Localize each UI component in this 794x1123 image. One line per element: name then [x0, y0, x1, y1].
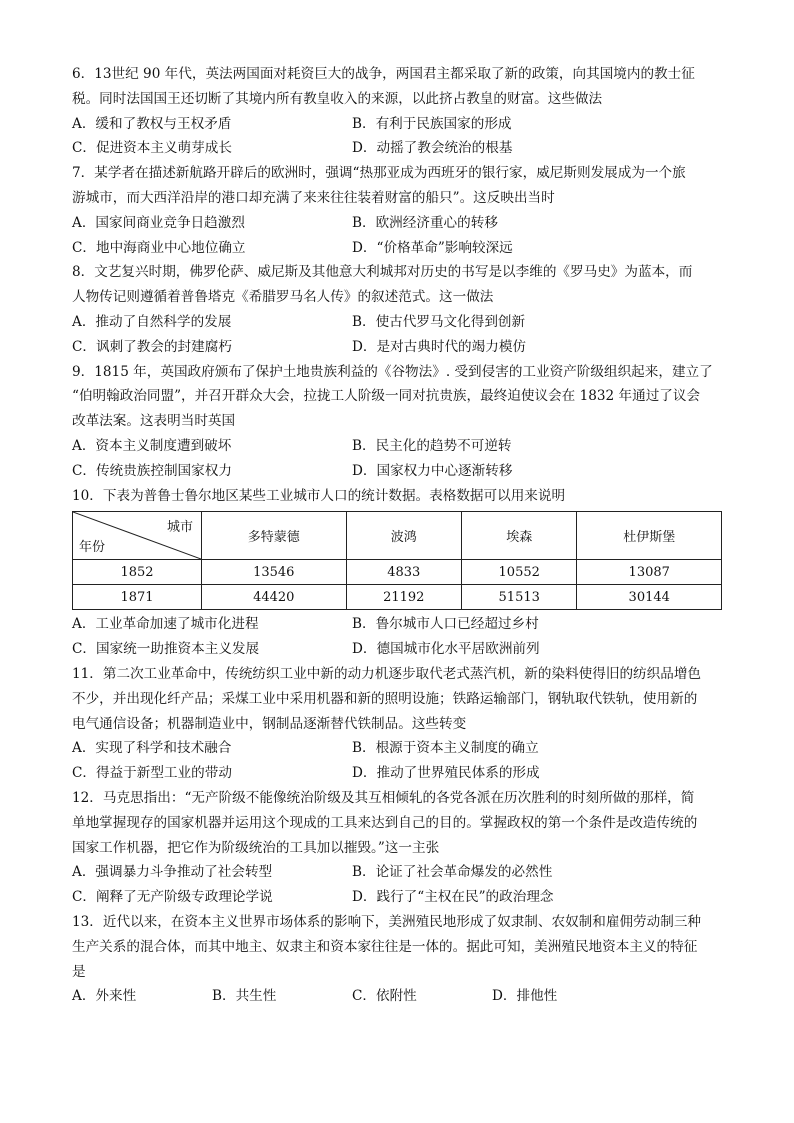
table-cell: 13087 [577, 560, 722, 585]
option-a: A．实现了科学和技术融合 [72, 740, 232, 757]
option-a: A．工业革命加速了城市化进程 [72, 616, 259, 633]
option-a: A．外来性 [72, 988, 137, 1005]
question-12 [72, 786, 724, 910]
question-text: 11．第二次工业革命中，传统纺织工业中新的动力机逐步取代老式蒸汽机，新的染料使得旧的纺织品增色 [72, 665, 702, 682]
column-header: 波鸿 [346, 512, 461, 560]
question-7 [72, 161, 724, 260]
option-d: D．国家权力中心逐渐转移 [352, 462, 513, 479]
question-text: 12．马克思指出：“无产阶级不能像统治阶级及其互相倾轧的各党各派在历次胜利的时刻所做的那样，简 [72, 789, 695, 806]
question-10 [72, 484, 724, 662]
option-d: D．动摇了教会统治的根基 [352, 140, 513, 157]
option-a: A．缓和了教权与王权矛盾 [72, 115, 232, 132]
question-text: 生产关系的混合体，而其中地主、奴隶主和资本家往往是一体的。据此可知，美洲殖民地资本主义的特征 [72, 938, 698, 955]
table-cell: 10552 [461, 560, 576, 585]
question-11 [72, 662, 724, 786]
table-cell: 21192 [346, 585, 461, 610]
question-text: 9．1815 年，英国政府颁布了保护土地贵族利益的《谷物法》. 受到侵害的工业资产阶级组织起来，建立了 [72, 363, 713, 380]
option-b: B．使古代罗马文化得到创新 [352, 313, 526, 330]
question-text: 是 [72, 963, 86, 980]
question-text: 国家工作机器，把它作为阶级统治的工具加以摧毁。”这一主张 [72, 839, 440, 856]
question-8 [72, 260, 724, 359]
option-d: D．“价格革命”影响较深远 [352, 239, 513, 256]
question-text: 10．下表为普鲁士鲁尔地区某些工业城市人口的统计数据。表格数据可以用来说明 [72, 487, 566, 504]
question-text: 6．13世纪 90 年代，英法两国面对耗资巨大的战争，两国君主都采取了新的政策，向其国境内的教士征 [72, 66, 695, 82]
option-a: A．推动了自然科学的发展 [72, 313, 232, 330]
option-c: C．依附性 [352, 988, 417, 1005]
option-b: B．论证了社会革命爆发的必然性 [352, 864, 553, 881]
option-c: C．得益于新型工业的带动 [72, 765, 232, 782]
table-row [73, 560, 722, 585]
question-text: 不少，并出现化纤产品；采煤工业中采用机器和新的照明设施；铁路运输部门，钢轨取代铁轨，使用新的 [72, 690, 698, 707]
option-b: B．鲁尔城市人口已经超过乡村 [352, 616, 539, 633]
option-c: C．促进资本主义萌芽成长 [72, 140, 232, 157]
corner-label-city: 城市 [166, 520, 193, 536]
population-table [72, 511, 722, 610]
option-b: B．共生性 [212, 988, 277, 1005]
question-text: 人物传记则遵循着普鲁塔克《希腊罗马名人传》的叙述范式。这一做法 [72, 289, 494, 306]
question-9 [72, 360, 724, 484]
option-a: A．国家间商业竞争日趋激烈 [72, 214, 245, 231]
question-13 [72, 910, 724, 1009]
table-cell: 51513 [461, 585, 576, 610]
column-header: 杜伊斯堡 [577, 512, 722, 560]
option-b: B．欧洲经济重心的转移 [352, 214, 498, 231]
column-header: 埃森 [461, 512, 576, 560]
table-cell: 44420 [202, 585, 347, 610]
column-header: 多特蒙德 [202, 512, 347, 560]
question-6 [72, 62, 724, 161]
table-cell: 30144 [577, 585, 722, 610]
exam-page [72, 62, 724, 1009]
question-text: 单地掌握现存的国家机器并运用这个现成的工具来达到自己的目的。掌握政权的第一个条件是改造传统的 [72, 814, 698, 831]
table-header-row [73, 512, 722, 560]
option-c: C．地中海商业中心地位确立 [72, 239, 246, 256]
table-cell: 13546 [202, 560, 347, 585]
option-d: D．排他性 [492, 988, 558, 1005]
option-d: D．德国城市化水平居欧洲前列 [352, 641, 540, 658]
option-b: B．有利于民族国家的形成 [352, 115, 512, 132]
question-text: 13．近代以来，在资本主义世界市场体系的影响下，美洲殖民地形成了奴隶制、农奴制和雇佣劳动制三种 [72, 913, 702, 930]
option-a: A．资本主义制度遭到破坏 [72, 437, 232, 454]
option-b: B．民主化的趋势不可逆转 [352, 437, 512, 454]
option-a: A．强调暴力斗争推动了社会转型 [72, 864, 273, 881]
row-year: 1852 [73, 560, 202, 585]
option-c: C．国家统一助推资本主义发展 [72, 641, 260, 658]
corner-label-year: 年份 [79, 540, 106, 556]
option-d: D．是对古典时代的竭力模仿 [352, 338, 527, 355]
question-text: 改革法案。这表明当时英国 [72, 413, 236, 430]
question-text: 8．文艺复兴时期，佛罗伦萨、威尼斯及其他意大利城邦对历史的书写是以李维的《罗马史》为蓝本，而 [72, 264, 693, 281]
option-c: C．传统贵族控制国家权力 [72, 462, 232, 479]
question-text: 税。同时法国国王还切断了其境内所有教皇收入的来源，以此挤占教皇的财富。这些做法 [72, 90, 603, 107]
option-c: C．讽刺了教会的封建腐朽 [72, 338, 232, 355]
question-text: “伯明翰政治同盟”，并召开群众大会，拉拢工人阶级一同对抗贵族，最终迫使议会在 1832 年通过了议会 [72, 388, 701, 405]
row-year: 1871 [73, 585, 202, 610]
table-corner-cell [73, 512, 202, 560]
option-c: C．阐释了无产阶级专政理论学说 [72, 889, 273, 906]
option-d: D．践行了“主权在民”的政治理念 [352, 889, 554, 906]
question-text: 游城市，而大西洋沿岸的港口却充满了来来往往装着财富的船只”。这反映出当时 [72, 189, 555, 206]
option-d: D．推动了世界殖民体系的形成 [352, 765, 540, 782]
table-row [73, 585, 722, 610]
question-text: 7．某学者在描述新航路开辟后的欧洲时，强调“热那亚成为西班牙的银行家，威尼斯则发展成为一个旅 [72, 165, 686, 182]
table-cell: 4833 [346, 560, 461, 585]
question-text: 电气通信设备；机器制造业中，钢制品逐渐替代铁制品。这些转变 [72, 715, 467, 732]
option-b: B．根源于资本主义制度的确立 [352, 740, 539, 757]
